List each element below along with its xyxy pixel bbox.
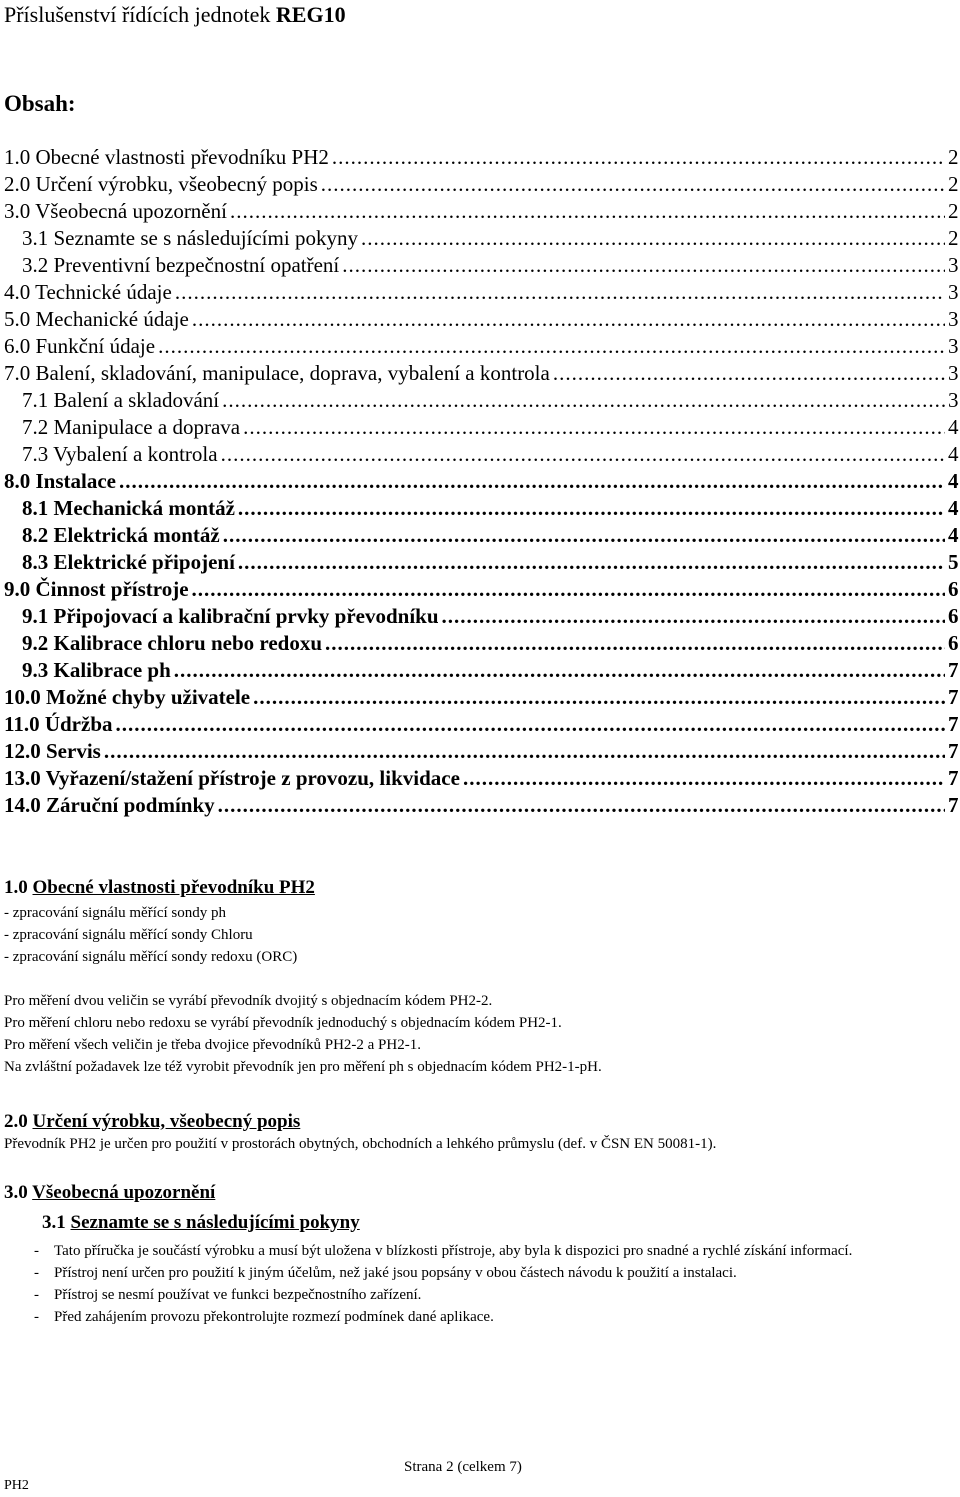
subsection-3-1-title: Seznamte se s následujícími pokyny <box>70 1212 360 1233</box>
toc-entry-label: 7.0 Balení, skladování, manipulace, doprava, vybalení a kontrola <box>4 361 550 385</box>
instruction-item: - Tato příručka je součástí výrobku a musí být uložena v blízkosti přístroje, aby byla k dispozici pro snadné a rychlé získání informací. <box>34 1240 954 1262</box>
toc-entry-label: 8.3 Elektrické připojení <box>22 550 235 574</box>
toc-entry-page: 4 <box>948 469 959 493</box>
page-number: Strana 2 (celkem 7) <box>404 1459 522 1475</box>
toc-entry-label: 10.0 Možné chyby uživatele <box>4 685 251 709</box>
toc-leader-dots <box>553 361 945 386</box>
toc-entry[interactable] <box>4 685 958 712</box>
table-of-contents <box>4 145 958 820</box>
toc-leader-dots <box>342 253 945 278</box>
subsection-3-1-number: 3.1 <box>42 1212 66 1233</box>
instruction-item: - Před zahájením provozu překontrolujte rozmezí podmínek dané aplikace. <box>34 1306 954 1328</box>
toc-entry-page: 6 <box>948 577 959 601</box>
toc-entry-page: 7 <box>948 766 959 790</box>
feature-item: - zpracování signálu měřící sondy redoxu (ORC) <box>4 949 298 965</box>
section-1-title: Obecné vlastnosti převodníku PH2 <box>32 877 315 898</box>
toc-leader-dots <box>332 145 945 170</box>
toc-entry-label: 12.0 Servis <box>4 739 101 763</box>
toc-leader-dots <box>325 631 945 656</box>
toc-leader-dots <box>253 685 945 710</box>
toc-leader-dots <box>158 334 945 359</box>
toc-leader-dots <box>442 604 945 629</box>
toc-leader-dots <box>238 550 945 575</box>
toc-entry[interactable] <box>4 172 958 199</box>
toc-entry[interactable] <box>4 496 958 523</box>
toc-entry-page: 2 <box>948 145 959 169</box>
toc-leader-dots <box>175 280 945 305</box>
instruction-item: - Přístroj není určen pro použití k jiným účelům, než jaké jsou popsány v obou částech návodu k použití a instalaci. <box>34 1262 954 1284</box>
header-product: REG10 <box>275 2 346 27</box>
toc-entry-page: 7 <box>948 658 959 682</box>
section-1-number: 1.0 <box>4 877 28 898</box>
section-1 <box>4 877 954 1078</box>
toc-entry-label: 3.1 Seznamte se s následujícími pokyny <box>22 226 358 250</box>
toc-leader-dots <box>174 658 945 683</box>
toc-leader-dots <box>119 469 945 494</box>
toc-entry[interactable] <box>4 550 958 577</box>
toc-entry-label: 3.2 Preventivní bezpečnostní opatření <box>22 253 340 277</box>
toc-entry-label: 5.0 Mechanické údaje <box>4 307 189 331</box>
toc-entry-label: 8.1 Mechanická montáž <box>22 496 235 520</box>
toc-entry-page: 3 <box>948 280 959 304</box>
toc-entry-page: 6 <box>948 604 959 628</box>
toc-entry[interactable] <box>4 145 958 172</box>
toc-entry[interactable] <box>4 442 958 469</box>
section-3-number: 3.0 <box>4 1182 28 1203</box>
toc-entry-label: 9.1 Připojovací a kalibrační prvky převodníku <box>22 604 439 628</box>
toc-leader-dots <box>238 496 945 521</box>
paragraph: Pro měření dvou veličin se vyrábí převodník dvojitý s objednacím kódem PH2-2. <box>4 993 493 1009</box>
toc-entry-page: 4 <box>948 442 959 466</box>
toc-entry-label: 9.2 Kalibrace chloru nebo redoxu <box>22 631 323 655</box>
toc-entry-page: 3 <box>948 253 959 277</box>
toc-leader-dots <box>230 199 945 224</box>
toc-leader-dots <box>221 442 945 467</box>
toc-entry-label: 9.3 Kalibrace ph <box>22 658 171 682</box>
paragraph: Převodník PH2 je určen pro použití v prostorách obytných, obchodních a lehkého průmyslu (def. v ČSN EN 50081-1). <box>4 1136 717 1152</box>
toc-entry[interactable] <box>4 199 958 226</box>
page-header <box>4 2 346 28</box>
toc-leader-dots <box>116 712 945 737</box>
toc-leader-dots <box>463 766 945 791</box>
toc-entry[interactable] <box>4 226 958 253</box>
toc-entry-page: 3 <box>948 388 959 412</box>
toc-entry-label: 11.0 Údržba <box>4 712 113 736</box>
toc-entry-page: 4 <box>948 496 959 520</box>
toc-entry[interactable] <box>4 658 958 685</box>
instruction-item: - Přístroj se nesmí používat ve funkci bezpečnostního zařízení. <box>34 1284 954 1306</box>
toc-entry[interactable] <box>4 307 958 334</box>
toc-entry[interactable] <box>4 280 958 307</box>
toc-entry-label: 8.0 Instalace <box>4 469 116 493</box>
toc-entry[interactable] <box>4 469 958 496</box>
toc-entry-label: 3.0 Všeobecná upozornění <box>4 199 227 223</box>
toc-entry[interactable] <box>4 388 958 415</box>
toc-leader-dots <box>361 226 945 251</box>
toc-entry[interactable] <box>4 766 958 793</box>
toc-entry[interactable] <box>4 523 958 550</box>
toc-entry[interactable] <box>4 604 958 631</box>
toc-entry-page: 7 <box>948 793 959 817</box>
toc-entry-page: 4 <box>948 415 959 439</box>
toc-entry-page: 3 <box>948 361 959 385</box>
toc-entry-label: 1.0 Obecné vlastnosti převodníku PH2 <box>4 145 329 169</box>
toc-entry[interactable] <box>4 415 958 442</box>
toc-entry[interactable] <box>4 334 958 361</box>
toc-entry-label: 8.2 Elektrická montáž <box>22 523 220 547</box>
toc-entry-page: 6 <box>948 631 959 655</box>
toc-entry[interactable] <box>4 712 958 739</box>
toc-entry-label: 4.0 Technické údaje <box>4 280 172 304</box>
section-3-heading <box>4 1182 954 1204</box>
toc-title: Obsah: <box>4 91 76 116</box>
toc-entry-page: 3 <box>948 334 959 358</box>
subsection-3-1-heading <box>4 1212 954 1234</box>
toc-entry[interactable] <box>4 793 958 820</box>
toc-entry-page: 4 <box>948 523 959 547</box>
toc-entry-page: 2 <box>948 172 959 196</box>
toc-leader-dots <box>104 739 945 764</box>
feature-item: - zpracování signálu měřící sondy Chloru <box>4 927 253 943</box>
toc-entry-page: 5 <box>948 550 959 574</box>
toc-entry-page: 7 <box>948 712 959 736</box>
toc-entry[interactable] <box>4 577 958 604</box>
toc-leader-dots <box>321 172 945 197</box>
paragraph: Pro měření chloru nebo redoxu se vyrábí převodník jednoduchý s objednacím kódem PH2-1. <box>4 1015 562 1031</box>
toc-entry-page: 3 <box>948 307 959 331</box>
section-1-heading <box>4 877 954 899</box>
toc-entry-label: 2.0 Určení výrobku, všeobecný popis <box>4 172 318 196</box>
toc-entry-label: 14.0 Záruční podmínky <box>4 793 215 817</box>
paragraph: Na zvláštní požadavek lze též vyrobit převodník jen pro měření ph s objednacím kódem PH2-1-pH. <box>4 1059 602 1075</box>
section-2-number: 2.0 <box>4 1111 28 1132</box>
feature-item: - zpracování signálu měřící sondy ph <box>4 905 227 921</box>
toc-entry[interactable] <box>4 739 958 766</box>
toc-entry-label: 7.3 Vybalení a kontrola <box>22 442 218 466</box>
toc-entry[interactable] <box>4 631 958 658</box>
toc-entry-page: 7 <box>948 685 959 709</box>
section-3-title: Všeobecná upozornění <box>32 1182 216 1203</box>
header-title: Příslušenství řídících jednotek <box>4 2 271 27</box>
toc-leader-dots <box>222 388 945 413</box>
toc-entry-page: 2 <box>948 199 959 223</box>
section-2 <box>4 1111 954 1155</box>
section-2-title: Určení výrobku, všeobecný popis <box>32 1111 301 1132</box>
toc-entry[interactable] <box>4 253 958 280</box>
toc-leader-dots <box>218 793 945 818</box>
toc-entry-label: 7.1 Balení a skladování <box>22 388 220 412</box>
toc-entry-page: 7 <box>948 739 959 763</box>
section-3 <box>4 1182 954 1328</box>
paragraph: Pro měření všech veličin je třeba dvojice převodníků PH2-2 a PH2-1. <box>4 1037 421 1053</box>
toc-entry-label: 6.0 Funkční údaje <box>4 334 156 358</box>
toc-leader-dots <box>192 577 945 602</box>
toc-leader-dots <box>223 523 945 548</box>
toc-entry-label: 13.0 Vyřazení/stažení přístroje z provozu, likvidace <box>4 766 460 790</box>
toc-entry-page: 2 <box>948 226 959 250</box>
section-2-heading <box>4 1111 954 1133</box>
toc-leader-dots <box>192 307 945 332</box>
toc-entry[interactable] <box>4 361 958 388</box>
toc-entry-label: 9.0 Činnost přístroje <box>4 577 189 601</box>
instruction-list <box>4 1240 954 1328</box>
toc-leader-dots <box>243 415 945 440</box>
footer-product: PH2 <box>4 1478 29 1493</box>
toc-entry-label: 7.2 Manipulace a doprava <box>22 415 241 439</box>
